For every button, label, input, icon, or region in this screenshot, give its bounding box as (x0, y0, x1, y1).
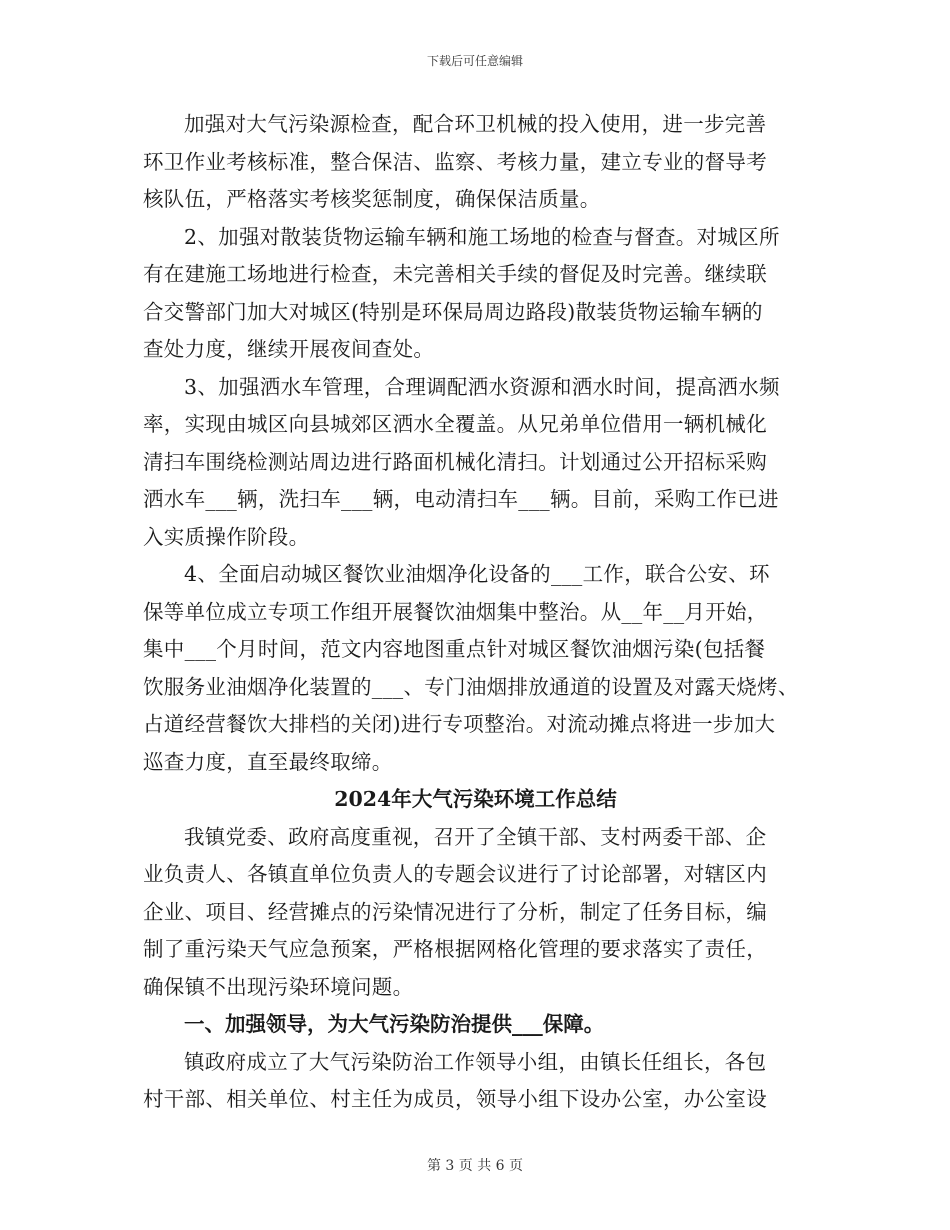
text-line: 率，实现由城区向县城郊区洒水全覆盖。从兄弟单位借用一辆机械化 (143, 412, 767, 436)
text-line: 企业、项目、经营摊点的污染情况进行了分析，制定了任务目标，编 (143, 899, 767, 924)
page-number: 第 3 页 共 6 页 (426, 1158, 524, 1174)
paragraph-1 (143, 106, 808, 219)
paragraph-3 (143, 369, 808, 557)
text-line: 环卫作业考核标准，整合保洁、监察、考核力量，建立专业的督导考 (143, 149, 767, 174)
text-line: 我镇党委、政府高度重视，召开了全镇干部、支村两委干部、企 (184, 824, 767, 849)
text-line: 镇政府成立了大气污染防治工作领导小组，由镇长任组长，各包 (184, 1049, 767, 1074)
text-line: 入实质操作阶段。 (143, 524, 310, 549)
text-line: 村干部、相关单位、村主任为成员，领导小组下设办公室，办公室设 (143, 1087, 767, 1111)
document-body (143, 106, 808, 1119)
text-line: 洒水车___辆，洗扫车___辆，电动清扫车___辆。目前，采购工作已进 (143, 487, 779, 511)
text-line: 制了重污染天气应急预案，严格根据网格化管理的要求落实了责任， (143, 937, 767, 961)
text-line: 巡查力度，直至最终取缔。 (143, 749, 393, 774)
last-paragraph (143, 1044, 808, 1119)
text-line: 清扫车围绕检测站周边进行路面机械化清扫。计划通过公开招标采购 (143, 449, 767, 474)
header-note: 下载后可任意编辑 (426, 54, 523, 68)
text-line: 饮服务业油烟净化装置的___、专门油烟排放通道的设置及对露天烧烤、 (143, 674, 799, 699)
text-line: 查处力度，继续开展夜间查处。 (143, 337, 435, 361)
text-line: 有在建施工场地进行检查，未完善相关手续的督促及时完善。继续联 (143, 262, 767, 286)
text-line: 4、全面启动城区餐饮业油烟净化设备的___工作，联合公安、环 (184, 562, 770, 586)
text-line: 业负责人、各镇直单位负责人的专题会议进行了讨论部署，对辖区内 (143, 862, 767, 886)
text-line: 保等单位成立专项工作组开展餐饮油烟集中整治。从__年__月开始， (143, 599, 768, 624)
paragraph-4 (143, 556, 808, 781)
text-line: 2、加强对散装货物运输车辆和施工场地的检查与督查。对城区所 (184, 224, 780, 249)
heading-1: 一、加强领导，为大气污染防治提供___保障。 (184, 1012, 605, 1036)
paragraph-2 (143, 219, 808, 369)
text-line: 集中___个月时间，范文内容地图重点针对城区餐饮油烟污染(包括餐 (143, 637, 766, 661)
intro-paragraph (143, 819, 808, 1007)
text-line: 加强对大气污染源检查，配合环卫机械的投入使用，进一步完善 (184, 112, 767, 136)
text-line: 占道经营餐饮大排档的关闭)进行专项整治。对流动摊点将进一步加大 (143, 712, 776, 736)
text-line: 核队伍，严格落实考核奖惩制度，确保保洁质量。 (143, 187, 601, 211)
text-line: 3、加强洒水车管理，合理调配洒水资源和洒水时间，提高洒水频 (184, 374, 780, 399)
text-line: 确保镇不出现污染环境问题。 (143, 974, 414, 999)
section-title: 2024年大气污染环境工作总结 (334, 787, 617, 811)
text-line: 合交警部门加大对城区(特别是环保局周边路段)散装货物运输车辆的 (143, 299, 763, 324)
